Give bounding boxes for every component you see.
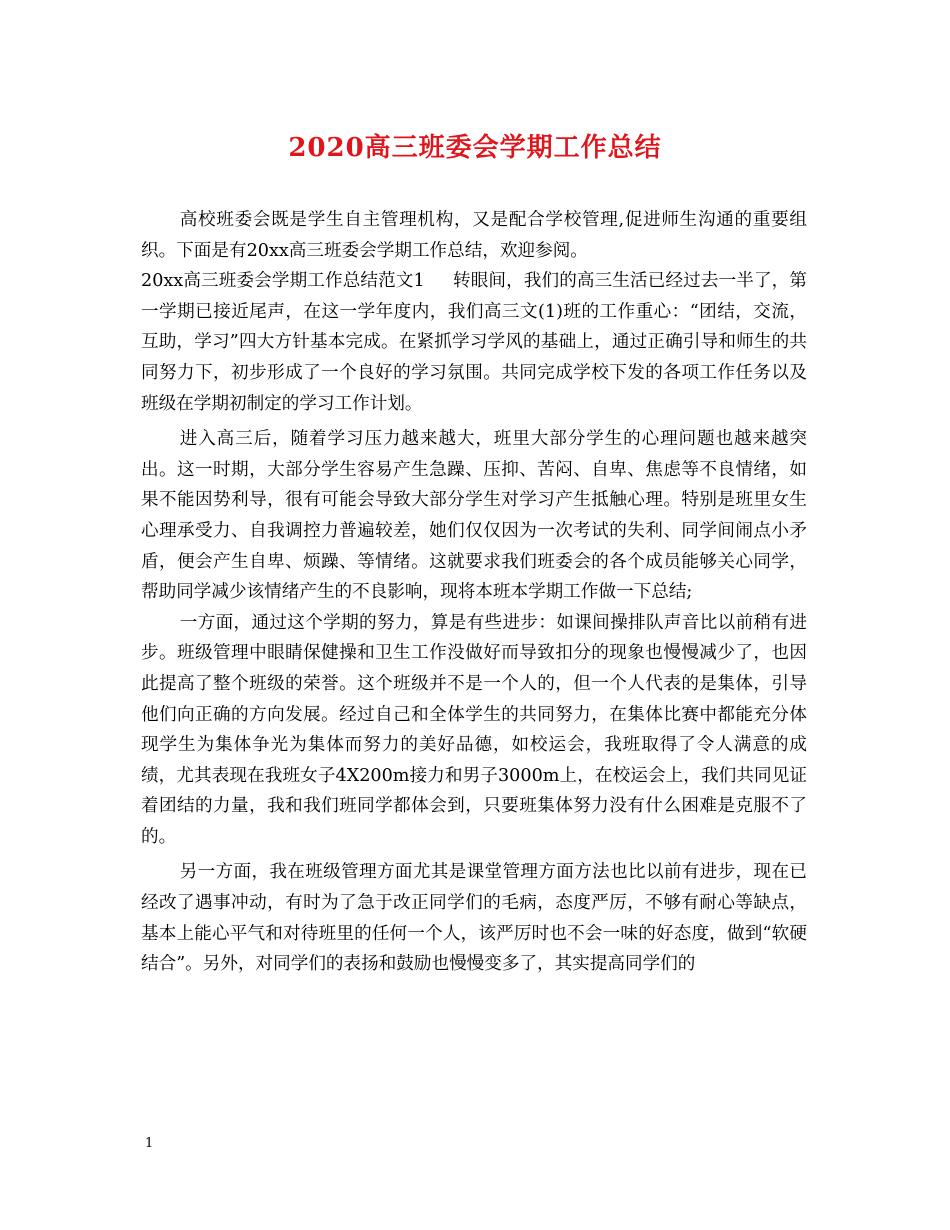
- page-number: 1: [145, 1136, 154, 1151]
- document-title: 2020高三班委会学期工作总结: [288, 133, 662, 163]
- intro-paragraph: 高校班委会既是学生自主管理机构，又是配合学校管理,促进师生沟通的重要组织。下面是有20xx高三班委会学期工作总结，欢迎参阅。: [141, 210, 807, 261]
- section-paragraph-text: 转眼间，我们的高三生活已经过去一半了，第一学期已接近尾声，在这一学年度内，我们高三文(1)班的工作重心：“团结，交流，互助，学习”四大方针基本完成。在紧抓学习学风的基础上，通过正确引导和师生的共同努力下，初步形成了一个良好的学习氛围。共同完成学校下发的各项工作任务以及班级在学期初制定的学习工作计划。: [141, 271, 807, 414]
- document-body: [141, 205, 807, 980]
- body-paragraph: 进入高三后，随着学习压力越来越大，班里大部分学生的心理问题也越来越突出。这一时期，大部分学生容易产生急躁、压抑、苦闷、自卑、焦虑等不良情绪，如果不能因势利导，很有可能会导致大部分学生对学习产生抵触心理。特别是班里女生心理承受力、自我调控力普遍较差，她们仅仅因为一次考试的失利、同学间闹点小矛盾，便会产生自卑、烦躁、等情绪。这就要求我们班委会的各个成员能够关心同学，帮助同学减少该情绪产生的不良影响，现将本班本学期工作做一下总结;: [141, 429, 807, 603]
- section-heading: 20xx高三班委会学期工作总结范文1: [141, 271, 425, 292]
- body-paragraph: 另一方面，我在班级管理方面尤其是课堂管理方面方法也比以前有进步，现在已经改了遇事冲动，有时为了急于改正同学们的毛病，态度严厉，不够有耐心等缺点，基本上能心平气和对待班里的任何一个人，该严厉时也不会一味的好态度，做到“软硬结合”。另外，对同学们的表扬和鼓励也慢慢变多了，其实提高同学们的: [141, 862, 807, 975]
- section-paragraph: [141, 266, 807, 419]
- body-paragraph: 一方面，通过这个学期的努力，算是有些进步：如课间操排队声音比以前稍有进步。班级管理中眼睛保健操和卫生工作没做好而导致扣分的现象也慢慢减少了，也因此提高了整个班级的荣誉。这个班级并不是一个人的，但一个人代表的是集体，引导他们向正确的方向发展。经过自己和全体学生的共同努力，在集体比赛中都能充分体现学生为集体争光为集体而努力的美好品德，如校运会，我班取得了令人满意的成绩，尤其表现在我班女子4X200m接力和男子3000m上，在校运会上，我们共同见证着团结的力量，我和我们班同学都体会到，只要班集体努力没有什么困难是克服不了的。: [141, 612, 807, 847]
